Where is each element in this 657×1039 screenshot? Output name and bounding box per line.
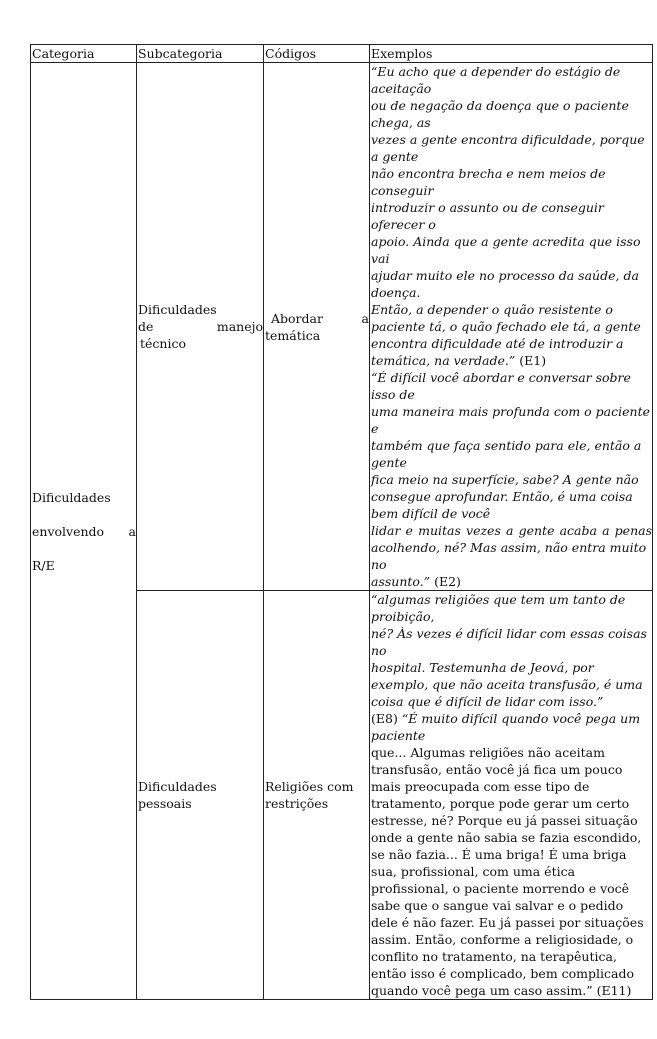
quote-line: né? Às vezes é difícil lidar com essas coisas no xyxy=(371,626,647,658)
subcategoria-cell xyxy=(137,591,264,1000)
quote-line: uma maneira mais profunda com o paciente e xyxy=(371,404,651,436)
header-row xyxy=(31,45,653,63)
quote-line xyxy=(371,573,652,590)
subcategoria-line: Dificuldades xyxy=(138,779,217,794)
codigo-line: temática xyxy=(265,327,321,343)
quote-line: hospital. Testemunha de Jeová, por exemplo, que não aceita transfusão, é uma coisa que é difícil de lidar com isso.” xyxy=(371,660,643,709)
quote-text: Então, a depender o quão resistente o paciente tá, o quão fechado ele tá, a gente encontra dificuldade até de introduzir a temática, na verdade.” xyxy=(371,302,641,368)
quote-line: introduzir o assunto ou de conseguir oferecer o xyxy=(371,200,604,232)
header-categoria: Categoria xyxy=(31,45,137,63)
quote-line: “É difícil você abordar e conversar sobre isso de xyxy=(371,370,631,402)
codigo-cell xyxy=(264,63,370,591)
exemplos-cell xyxy=(370,591,653,1000)
quote-line: “Eu acho que a depender do estágio de aceitação xyxy=(371,64,621,96)
header-codigos: Códigos xyxy=(264,45,370,63)
quote-line xyxy=(371,744,652,999)
quote-line: fica meio na superfície, sabe? A gente não consegue aprofundar. Então, é uma coisa bem difícil de você xyxy=(371,472,639,521)
interviewee-ref: (E8) xyxy=(371,711,398,726)
codigo-line: restrições xyxy=(265,796,329,811)
quote-line xyxy=(371,301,652,369)
subcategoria-line: técnico xyxy=(140,336,186,351)
quote-text: assunto.” xyxy=(371,574,431,589)
codigo-line: Abordar a xyxy=(271,310,369,326)
categoria-line: envolvendo a xyxy=(32,523,136,539)
quote-line: também que faça sentido para ele, então a gente xyxy=(371,438,642,470)
quote-line: vezes a gente encontra dificuldade, porque a gente xyxy=(371,132,645,164)
categoria-cell xyxy=(31,63,137,1000)
codigo-cell xyxy=(264,591,370,1000)
quote-line: ou de negação da doença que o paciente chega, as xyxy=(371,98,629,130)
interviewee-ref: (E11) xyxy=(596,983,632,998)
quote-line: acolhendo, né? Mas assim, não entra muito no xyxy=(371,540,647,572)
categoria-line: R/E xyxy=(32,557,55,573)
quote-line: “algumas religiões que tem um tanto de proibição, xyxy=(371,592,626,624)
subcategoria-line: Dificuldades xyxy=(138,302,217,317)
interviewee-ref: (E1) xyxy=(519,353,547,368)
quote-line xyxy=(371,710,652,744)
interviewee-ref: (E2) xyxy=(434,574,461,589)
header-subcategoria: Subcategoria xyxy=(137,45,264,63)
subcategoria-cell xyxy=(137,63,264,591)
subcategoria-line: pessoais xyxy=(138,796,192,811)
quote-line: apoio. Ainda que a gente acredita que isso vai xyxy=(371,234,641,266)
quote-line: lidar e muitas vezes a gente acaba a penas xyxy=(371,523,652,538)
qualitative-table xyxy=(30,44,653,1000)
codigo-line: Religiões com xyxy=(265,779,354,794)
quote-line: ajudar muito ele no processo da saúde, da doença. xyxy=(371,268,639,300)
quote-text: “É muito difícil quando você pega um paciente xyxy=(371,711,641,743)
quote-text: que... Algumas religiões não aceitam transfusão, então você já fica um pouco mais preocupada com esse tipo de tratamento, porque pode gerar um certo estresse, né? Porque eu já passei situação onde a gente não sabia se fazia escondido, se não fazia... É uma briga! É uma briga sua, profissional, com uma ética profissional, o paciente morrendo e você sabe que o sangue vai salvar e o pedido dele é não fazer. Eu já passei por situações assim. Então, conforme a religiosidade, o conflito no tratamento, na terapêutica, então isso é complicado, bem complicado quando você pega um caso assim.” xyxy=(371,745,644,998)
subcategoria-line: de manejo xyxy=(138,319,263,334)
header-exemplos: Exemplos xyxy=(370,45,653,63)
categoria-line: Dificuldades xyxy=(32,489,111,505)
exemplos-cell xyxy=(370,63,653,591)
table-row xyxy=(31,63,653,591)
quote-line: não encontra brecha e nem meios de conseguir xyxy=(371,166,606,198)
